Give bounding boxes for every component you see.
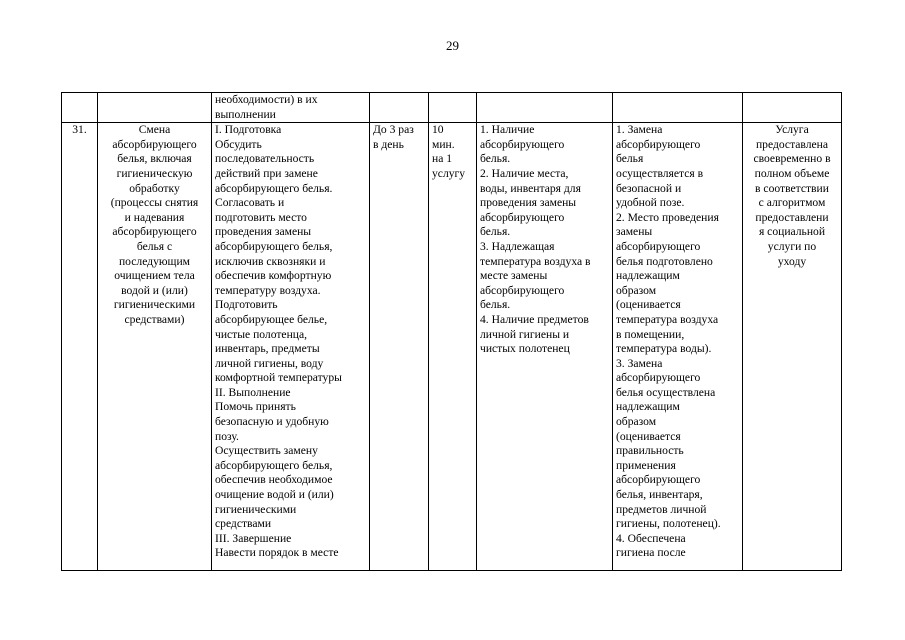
text-line: белья подготовлено — [616, 254, 713, 268]
text-line: белья с — [136, 239, 173, 253]
text-line: 3. Надлежащая — [480, 239, 555, 253]
cell-conditions — [477, 93, 613, 123]
text-line: применения — [616, 458, 676, 472]
cell-result — [743, 123, 842, 571]
table-row-continuation — [62, 93, 842, 123]
text-line: абсорбирующего — [112, 225, 197, 239]
text-line: III. Завершение — [215, 531, 292, 545]
text-line: чистые полотенца, — [215, 327, 308, 341]
services-table — [61, 92, 842, 571]
text-line: проведения замены — [215, 225, 312, 239]
text-line: белья. — [480, 298, 511, 312]
text-line: белья, инвентаря, — [616, 488, 703, 502]
cell-number — [62, 123, 98, 571]
text-line: 10 — [432, 123, 444, 137]
text-line: температура воздуха — [616, 312, 719, 326]
text-line: 3. Замена — [616, 356, 663, 370]
text-line: Помочь принять — [215, 400, 296, 414]
text-line: в день — [373, 137, 404, 151]
text-line: надлежащим — [616, 269, 680, 283]
text-line: предоставлени — [755, 210, 829, 224]
cell-service-name — [98, 93, 212, 123]
text-line: (оценивается — [616, 298, 681, 312]
row-number: 31. — [72, 123, 87, 137]
text-line: мин. — [432, 137, 455, 151]
text-line: Услуга — [775, 123, 809, 137]
text-line: осуществляется в — [616, 166, 704, 180]
text-line: абсорбирующего белья, — [215, 239, 333, 253]
text-line: (оценивается — [616, 429, 681, 443]
text-line: воды, инвентаря для — [480, 181, 581, 195]
cell-result — [743, 93, 842, 123]
text-line: белья — [616, 152, 644, 166]
text-line: образом — [616, 415, 657, 429]
text-line: Обсудить — [215, 137, 262, 151]
cell-service-name — [98, 123, 212, 571]
text-line: на 1 — [432, 152, 453, 166]
text-line: уходу — [777, 254, 807, 268]
text-line: и надевания — [124, 210, 185, 224]
text-line: в соответствии — [755, 181, 829, 195]
text-line: месте замены — [480, 269, 548, 283]
text-line: удобной позе. — [616, 196, 685, 210]
text-line: подготовить место — [215, 210, 307, 224]
page-number: 29 — [446, 38, 459, 53]
cell-conditions — [477, 123, 613, 571]
text-line: обеспечив комфортную — [215, 269, 332, 283]
text-line: я социальной — [758, 225, 826, 239]
text-line: исключив сквозняки и — [215, 254, 326, 268]
cell-time — [429, 123, 477, 571]
text-line: безопасную и удобную — [215, 415, 329, 429]
text-line: белья. — [480, 225, 511, 239]
text-line: очищение водой и (или) — [215, 488, 334, 502]
text-line: правильность — [616, 444, 684, 458]
text-line: белья осуществлена — [616, 385, 716, 399]
text-line: абсорбирующего — [616, 137, 701, 151]
text-line: проведения замены — [480, 196, 577, 210]
text-line: абсорбирующего — [480, 283, 565, 297]
text-line: Согласовать и — [215, 196, 285, 210]
text-line: До 3 раз — [373, 123, 414, 137]
text-line: предоставлена — [755, 137, 829, 151]
text-line: абсорбирующего белья, — [215, 458, 333, 472]
text-line: абсорбирующего — [480, 137, 565, 151]
text-line: услуги по — [767, 239, 817, 253]
text-line: температуру воздуха. — [215, 283, 321, 297]
text-line: 1. Замена — [616, 123, 663, 137]
text-line: позу. — [215, 429, 239, 443]
table-row-31 — [62, 123, 842, 571]
text-line: гигиеническими — [215, 502, 297, 516]
cell-actions — [212, 93, 370, 123]
text-line: 2. Наличие места, — [480, 166, 569, 180]
text-line: безопасной и — [616, 181, 682, 195]
text-line: с алгоритмом — [758, 196, 826, 210]
text-line: гигиеническую — [116, 166, 193, 180]
text-line: Смена — [138, 123, 171, 137]
text-line: личной гигиены, воду — [215, 356, 324, 370]
cell-time — [429, 93, 477, 123]
cell-actions — [212, 123, 370, 571]
text-line: абсорбирующего — [616, 473, 701, 487]
text-line: водой и (или) — [121, 283, 188, 297]
text-line: чистых полотенец — [480, 342, 570, 356]
text-line: гигиена после — [616, 546, 686, 560]
text-line: последующим — [118, 254, 191, 268]
text-line: личной гигиены и — [480, 327, 570, 341]
cell-frequency — [370, 93, 429, 123]
text-line: полном объеме — [754, 166, 830, 180]
text-line: образом — [616, 283, 657, 297]
text-line: абсорбирующее белье, — [215, 312, 328, 326]
cell-quality — [613, 123, 743, 571]
text-line: Навести порядок в месте — [215, 546, 339, 560]
text-line: Осуществить замену — [215, 444, 318, 458]
text-line: обработку — [129, 181, 180, 195]
text-line: действий при замене — [215, 166, 318, 180]
text-line: инвентарь, предметы — [215, 342, 320, 356]
text-line: предметов личной — [616, 502, 707, 516]
text-line: 4. Обеспечена — [616, 531, 686, 545]
text-line: в помещении, — [616, 327, 685, 341]
text-line: (процессы снятия — [110, 196, 199, 210]
text-line: необходимости) в их — [215, 93, 318, 106]
text-line: абсорбирующего белья. — [215, 181, 333, 195]
text-line: обеспечив необходимое — [215, 473, 333, 487]
text-line: 4. Наличие предметов — [480, 312, 589, 326]
text-line: температура воздуха в — [480, 254, 591, 268]
cell-frequency — [370, 123, 429, 571]
text-line: выполнении — [215, 107, 276, 121]
text-line: 1. Наличие — [480, 123, 535, 137]
text-line: абсорбирующего — [616, 371, 701, 385]
text-line: I. Подготовка — [215, 123, 282, 137]
cell-quality — [613, 93, 743, 123]
text-line: надлежащим — [616, 400, 680, 414]
text-line: абсорбирующего — [616, 239, 701, 253]
text-line: Подготовить — [215, 298, 278, 312]
text-line: абсорбирующего — [480, 210, 565, 224]
text-line: комфортной температуры — [215, 371, 342, 385]
text-line: очищением тела — [114, 269, 195, 283]
text-line: абсорбирующего — [112, 137, 197, 151]
text-line: II. Выполнение — [215, 385, 291, 399]
text-line: замены — [616, 225, 653, 239]
text-line: средствами — [215, 517, 272, 531]
text-line: гигиеническими — [113, 298, 196, 312]
text-line: температура воды). — [616, 342, 712, 356]
text-line: белья. — [480, 152, 511, 166]
text-line: белья, включая — [117, 152, 192, 166]
text-line: гигиены, полотенец). — [616, 517, 721, 531]
text-line: 2. Место проведения — [616, 210, 719, 224]
text-line: услугу — [432, 166, 466, 180]
text-line: средствами) — [124, 312, 185, 326]
text-line: последовательность — [215, 152, 315, 166]
cell-number — [62, 93, 98, 123]
text-line: своевременно в — [753, 152, 831, 166]
